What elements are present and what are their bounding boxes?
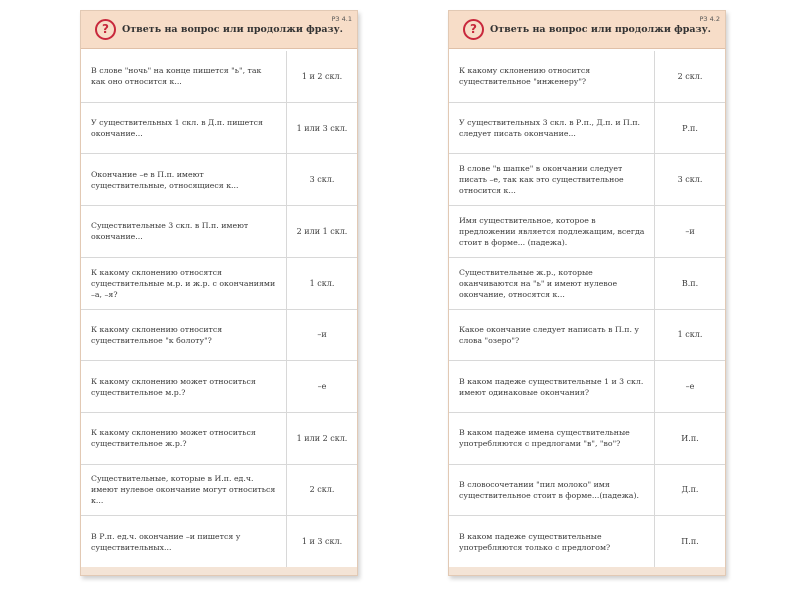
table-row [81,516,357,567]
question-cell: В каком падеже имена существительные употребляются с предлогами "в", "во"? [449,413,655,464]
card-bottom-strip [449,567,725,575]
question-cell: В слове "ночь" на конце пишется "ь", так как оно относится к... [81,51,287,102]
answer-cell: 1 скл. [309,278,335,288]
table-row [81,413,357,465]
question-cell: В слове "в шапке" в окончании следует писать –е, так как это существительное относится к... [449,154,655,205]
question-table [81,51,357,567]
answer-cell: 1 и 3 скл. [301,537,343,547]
question-icon: ? [463,19,484,40]
answer-cell: Д.п. [681,485,699,495]
question-cell: В Р.п. ед.ч. окончание –и пишется у существительных... [81,516,287,567]
answer-cell: 3 скл. [309,175,335,185]
card-title: Ответь на вопрос или продолжи фразу. [122,24,343,35]
answer-cell: П.п. [681,537,699,547]
answer-cell: –и [317,330,327,340]
question-table [449,51,725,567]
table-row [449,413,725,465]
answer-cell: 1 или 3 скл. [296,123,348,133]
answer-cell: 1 или 2 скл. [296,433,348,443]
card-header [81,11,357,49]
card-bottom-strip [81,567,357,575]
answer-cell: 2 скл. [677,71,703,81]
table-row [81,206,357,258]
answer-cell: В.п. [681,278,699,288]
card-header [449,11,725,49]
answer-cell: И.п. [681,433,699,443]
card-right [448,10,726,576]
table-row [449,465,725,517]
question-icon: ? [95,19,116,40]
question-cell: Окончание –е в П.п. имеют существительные, относящиеся к... [81,154,287,205]
question-cell: В каком падеже существительные 1 и 3 скл. имеют одинаковые окончания? [449,361,655,412]
question-cell: К какому склонению относится существительное "к болоту"? [81,310,287,361]
question-cell: Существительные, которые в И.п. ед.ч. имеют нулевое окончание могут относиться к... [81,465,287,516]
card-code: РЗ 4.2 [699,15,720,23]
question-cell: К какому склонению может относиться существительное м.р.? [81,361,287,412]
table-row [449,361,725,413]
question-cell: В словосочетании "пил молоко" имя существительное стоит в форме...(падежа). [449,465,655,516]
table-row [449,516,725,567]
table-row [81,154,357,206]
question-cell: Имя существительное, которое в предложении является подлежащим, всегда стоит в форме... (падежа). [449,206,655,257]
answer-cell: 1 и 2 скл. [301,71,343,81]
question-cell: К какому склонению относятся существительные м.р. и ж.р. с окончаниями –а, –я? [81,258,287,309]
table-row [81,51,357,103]
table-row [449,154,725,206]
table-row [449,310,725,362]
table-row [449,103,725,155]
question-cell: У существительных 3 скл. в Р.п., Д.п. и П.п. следует писать окончание... [449,103,655,154]
answer-cell: 1 скл. [677,330,703,340]
table-row [449,206,725,258]
table-row [449,258,725,310]
card-code: РЗ 4.1 [331,15,352,23]
answer-cell: Р.п. [682,123,698,133]
table-row [449,51,725,103]
question-cell: К какому склонению может относиться существительное ж.р.? [81,413,287,464]
answer-cell: –е [685,382,695,392]
table-row [81,361,357,413]
answer-cell: –е [317,382,327,392]
question-cell: У существительных 1 скл. в Д.п. пишется окончание... [81,103,287,154]
table-row [81,310,357,362]
answer-cell: 3 скл. [677,175,703,185]
table-row [81,465,357,517]
card-left [80,10,358,576]
question-cell: Существительные 3 скл. в П.п. имеют окончание... [81,206,287,257]
answer-cell: 2 или 1 скл. [296,226,348,236]
table-row [81,258,357,310]
question-cell: В каком падеже существительные употребляются только с предлогом? [449,516,655,567]
question-cell: Существительные ж.р., которые оканчиваются на "ь" и имеют нулевое окончание, относятся к... [449,258,655,309]
card-title: Ответь на вопрос или продолжи фразу. [490,24,711,35]
table-row [81,103,357,155]
question-cell: К какому склонению относится существительное "инженеру"? [449,51,655,102]
answer-cell: –и [685,226,695,236]
question-cell: Какое окончание следует написать в П.п. у слова "озеро"? [449,310,655,361]
answer-cell: 2 скл. [309,485,335,495]
